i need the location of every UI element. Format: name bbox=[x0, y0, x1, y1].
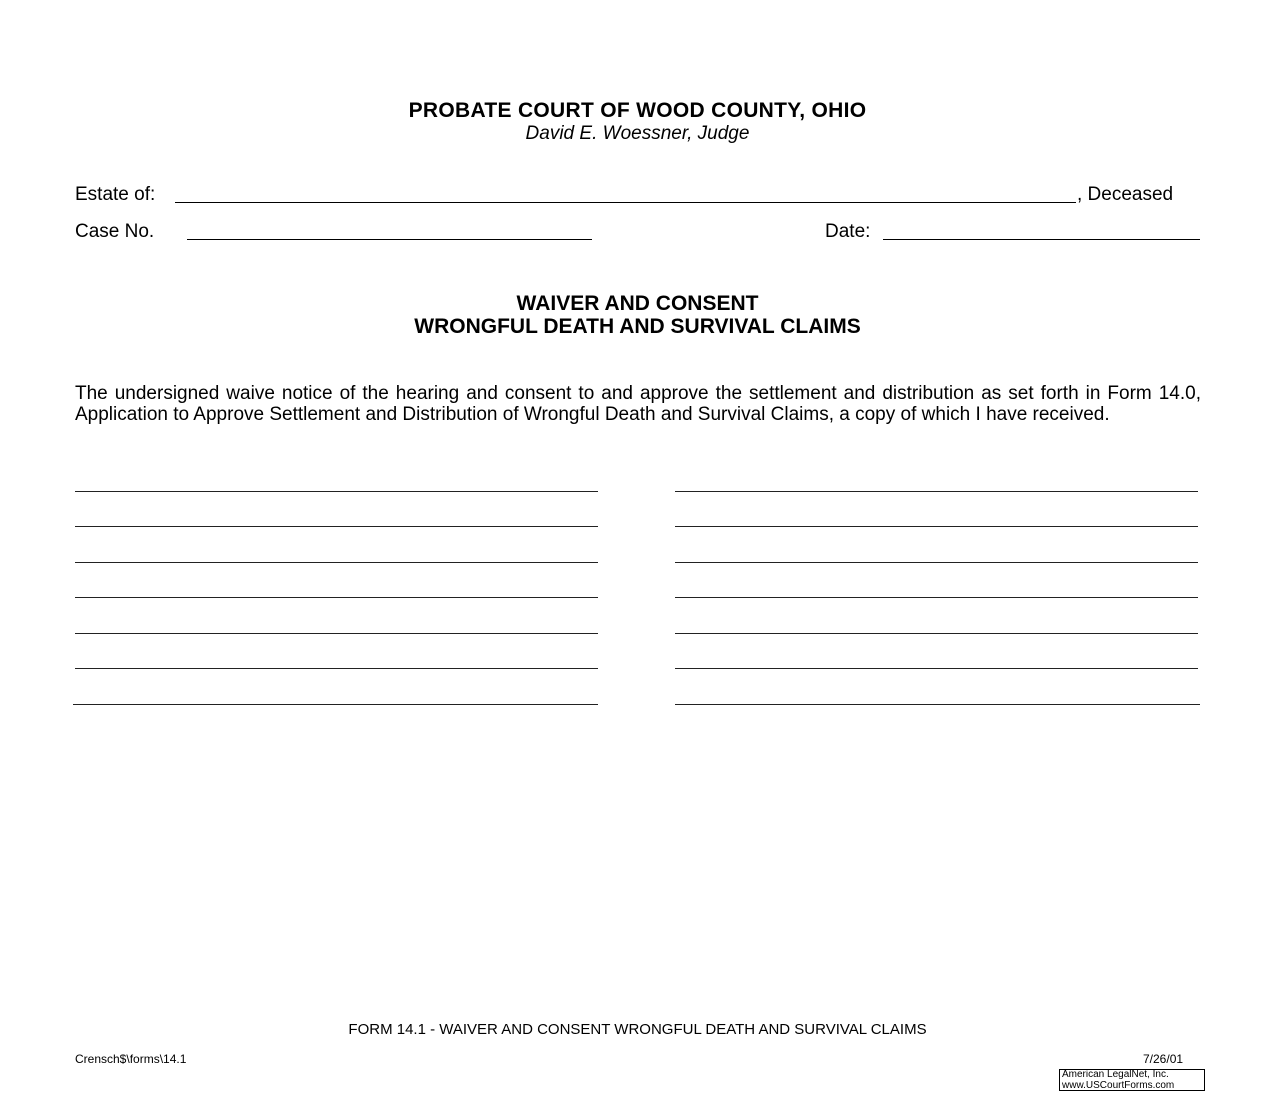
case-number-label: Case No. bbox=[75, 221, 155, 242]
signature-line[interactable] bbox=[675, 491, 1198, 492]
signature-line[interactable] bbox=[675, 562, 1198, 563]
form-title-line1: WAIVER AND CONSENT bbox=[516, 292, 759, 315]
consent-paragraph: The undersigned waive notice of the hearing and consent to and approve the settlement and distribution as set forth in Form 14.0, Application to Approve Settlement and Distribution of Wrongful Death and Survival Claims, a copy of which I have received. bbox=[75, 383, 1201, 425]
signature-line[interactable] bbox=[675, 668, 1198, 669]
court-title: PROBATE COURT OF WOOD COUNTY, OHIO bbox=[408, 99, 867, 122]
date-label: Date: bbox=[825, 221, 871, 242]
signature-line[interactable] bbox=[675, 633, 1198, 634]
signature-line[interactable] bbox=[75, 562, 598, 563]
form-title-line2: WRONGFUL DEATH AND SURVIVAL CLAIMS bbox=[414, 315, 861, 338]
signature-line[interactable] bbox=[73, 704, 598, 705]
stamp-website[interactable]: www.USCourtForms.com bbox=[1062, 1079, 1175, 1091]
signature-line[interactable] bbox=[75, 526, 598, 527]
footer-file-path: Crensch$\forms\14.1 bbox=[75, 1052, 187, 1066]
signature-line[interactable] bbox=[675, 526, 1198, 527]
estate-field[interactable] bbox=[175, 202, 1076, 203]
footer-revision-date: 7/26/01 bbox=[1143, 1052, 1184, 1066]
signature-line[interactable] bbox=[75, 597, 598, 598]
case-number-field[interactable] bbox=[187, 239, 592, 240]
signature-line[interactable] bbox=[75, 633, 598, 634]
signature-line[interactable] bbox=[75, 491, 598, 492]
estate-label: Estate of: bbox=[75, 184, 156, 205]
stamp-company: American LegalNet, Inc. bbox=[1062, 1069, 1169, 1080]
publisher-stamp bbox=[1059, 1069, 1205, 1091]
footer-form-title: FORM 14.1 - WAIVER AND CONSENT WRONGFUL DEATH AND SURVIVAL CLAIMS bbox=[348, 1021, 927, 1038]
signature-line[interactable] bbox=[675, 597, 1198, 598]
signature-line[interactable] bbox=[75, 668, 598, 669]
judge-name: David E. Woessner, Judge bbox=[525, 123, 750, 144]
signature-line[interactable] bbox=[675, 704, 1200, 705]
deceased-label: , Deceased bbox=[1077, 184, 1174, 205]
date-field[interactable] bbox=[883, 239, 1200, 240]
